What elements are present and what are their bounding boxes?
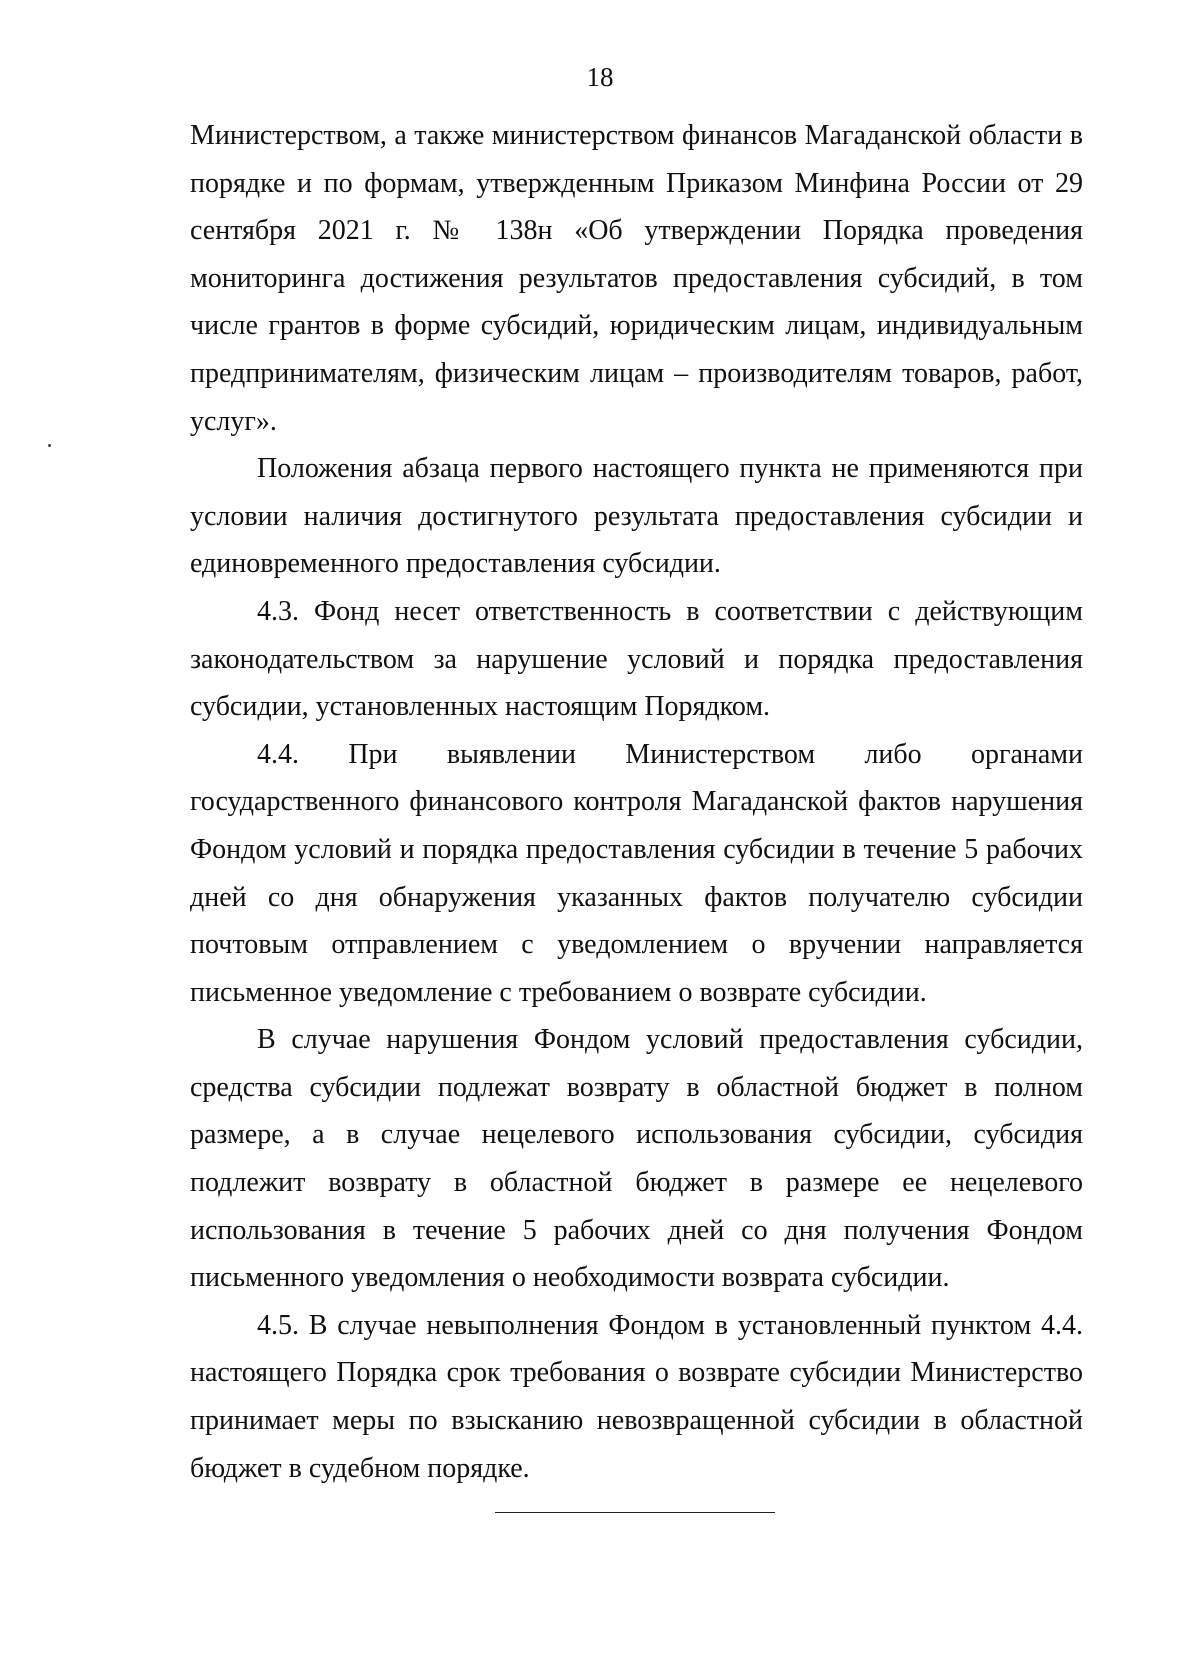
paragraph-abzac-exception: Положения абзаца первого настоящего пункта не применяются при условии наличия достигнутого результата предоставления субсидии и единовременного предоставления субсидии.: [190, 453, 1083, 580]
document-body: [190, 112, 1083, 1492]
paragraph-4-4: 4.4. При выявлении Министерством либо органами государственного финансового контроля Магаданской фактов нарушения Фондом условий и порядка предоставления субсидии в течение 5 рабочих дней со дня обнаружения указанных фактов получателю субсидии почтовым отправлением с уведомлением о вручении направляется письменное уведомление с требованием о возврате субсидии.: [190, 738, 1083, 1008]
paragraph-4-5: 4.5. В случае невыполнения Фондом в установленный пунктом 4.4. настоящего Порядка срок требования о возврате субсидии Министерство принимает меры по взысканию невозвращенной субсидии в областной бюджет в судебном порядке.: [190, 1309, 1083, 1484]
paragraph-violation-return: В случае нарушения Фондом условий предоставления субсидии, средства субсидии подлежат возврату в областной бюджет в полном размере, а в случае нецелевого использования субсидии, субсидия подлежит возврату в областной бюджет в размере ее нецелевого использования в течение 5 рабочих дней со дня получения Фондом письменного уведомления о необходимости возврата субсидии.: [190, 1024, 1083, 1294]
paragraph-4-3: 4.3. Фонд несет ответственность в соответствии с действующим законодательством за нарушение условий и порядка предоставления субсидии, установленных настоящим Порядком.: [190, 595, 1083, 723]
paragraph-continuation: Министерством, а также министерством финансов Магаданской области в порядке и по формам, утвержденным Приказом Минфина России от 29 сентября 2021 г. № 138н «Об утверждении Порядка проведения мониторинга достижения результатов предоставления субсидий, в том числе грантов в форме субсидий, юридическим лицам, индивидуальным предпринимателям, физическим лицам – производителям товаров, работ, услуг».: [190, 120, 1083, 437]
page-number: 18: [586, 62, 614, 92]
scan-artifact-dot: [48, 444, 51, 447]
end-of-document-rule: [495, 1512, 775, 1513]
